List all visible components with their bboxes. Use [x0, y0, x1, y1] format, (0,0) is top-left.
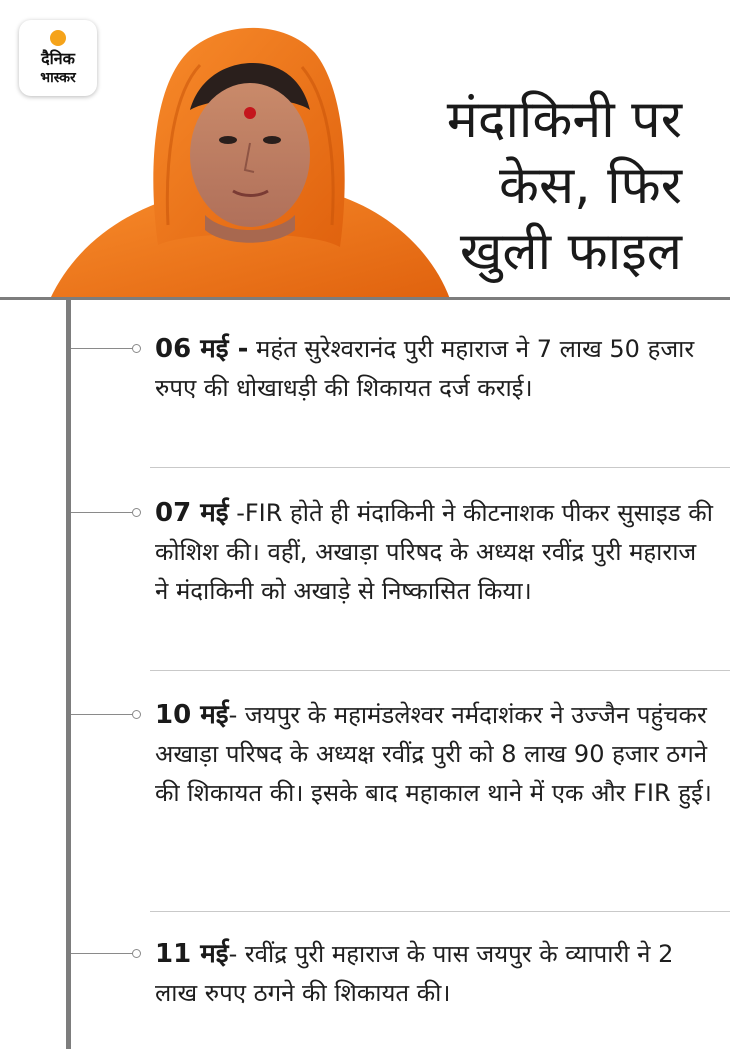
timeline-entry: [155, 696, 715, 813]
entry-date: 10 मई: [155, 700, 229, 730]
header: [0, 0, 730, 298]
sun-icon: [50, 30, 66, 46]
entry-text: -FIR होते ही मंदाकिनी ने कीटनाशक पीकर सुसाइड की कोशिश की। वहीं, अखाड़ा परिषद के अध्यक्ष रवींद्र पुरी महाराज ने मंदाकिनी को अखाड़े से निष्कासित किया।: [155, 499, 713, 605]
entry-text: - जयपुर के महामंडलेश्वर नर्मदाशंकर ने उज्जैन पहुंचकर अखाड़ा परिषद के अध्यक्ष रवींद्र पुरी को 8 लाख 90 हजार ठगने की शिकायत की। इसके बाद महाकाल थाने में एक और FIR हुई।: [155, 701, 712, 807]
entry-divider: [150, 670, 730, 671]
entry-text: महंत सुरेश्वरानंद पुरी महाराज ने 7 लाख 50 हजार रुपए की धोखाधड़ी की शिकायत दर्ज कराई।: [155, 335, 695, 402]
entry-divider: [150, 467, 730, 468]
timeline-entry: [155, 330, 715, 408]
entry-date: 11 मई: [155, 939, 229, 969]
timeline-entry: [155, 935, 715, 1013]
timeline-dot: [132, 508, 141, 517]
headline-line2: केस, फिर: [499, 155, 682, 216]
dainik-bhaskar-logo: [19, 20, 97, 96]
headline: [352, 87, 682, 285]
header-divider: [0, 297, 730, 300]
headline-line3: खुली फाइल: [459, 221, 682, 282]
timeline-dot: [132, 344, 141, 353]
entry-date: 07 मई: [155, 498, 229, 528]
entry-divider: [150, 911, 730, 912]
entry-date: 06 मई -: [155, 334, 249, 364]
logo-text-line2: भास्कर: [40, 70, 76, 86]
logo-text-line1: दैनिक: [41, 49, 75, 68]
timeline-connector: [71, 714, 133, 715]
timeline-connector: [71, 348, 133, 349]
timeline-entry: [155, 494, 715, 611]
timeline-dot: [132, 710, 141, 719]
timeline-connector: [71, 953, 133, 954]
timeline-dot: [132, 949, 141, 958]
entry-text: - रवींद्र पुरी महाराज के पास जयपुर के व्यापारी ने 2 लाख रुपए ठगने की शिकायत की।: [155, 940, 674, 1007]
timeline-axis: [66, 298, 71, 1049]
timeline-connector: [71, 512, 133, 513]
headline-line1: मंदाकिनी पर: [446, 89, 682, 150]
